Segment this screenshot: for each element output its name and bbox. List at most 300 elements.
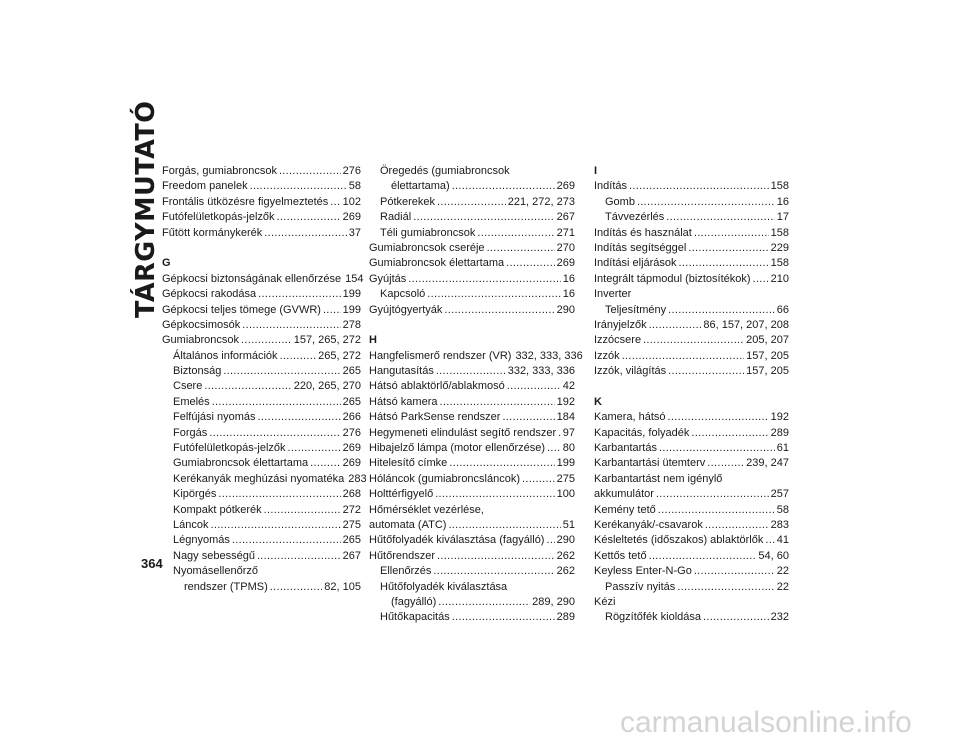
index-entry <box>369 287 575 302</box>
dot-leader <box>413 210 554 225</box>
index-entry-term: Felfújási nyomás <box>173 411 256 424</box>
index-entry-term: Indítás segítséggel <box>594 241 687 254</box>
index-entry-pages: 269 <box>342 211 361 224</box>
index-entry-term: Láncok <box>173 518 209 531</box>
index-entry-text: Inverter <box>594 288 632 301</box>
index-entry-pages: 51 <box>562 518 575 531</box>
index-entry-pages: 22 <box>776 565 789 578</box>
index-entry <box>594 580 789 595</box>
index-entry-text: Kézi <box>594 595 616 608</box>
index-entry-text: Hűtőfolyadék kiválasztása <box>380 580 508 593</box>
index-entry-term: Indítás és használat <box>594 226 692 239</box>
index-entry <box>594 456 789 471</box>
section-spacer <box>369 318 575 333</box>
dot-leader <box>258 287 340 302</box>
index-entry-pages: 283 <box>770 518 789 531</box>
index-entry-term: Gomb <box>605 195 635 208</box>
dot-leader <box>502 410 554 425</box>
index-entry-term: Indítási eljárások <box>594 257 677 270</box>
index-entry-pages: 58 <box>348 180 361 193</box>
index-entry-pages: 158 <box>770 257 789 270</box>
index-entry-term: Csere <box>173 380 203 393</box>
index-entry <box>594 226 789 241</box>
index-entry-pages: 265 <box>342 395 361 408</box>
dot-leader <box>506 256 555 271</box>
index-entry-term: Ellenőrzés <box>380 565 432 578</box>
index-entry <box>162 364 361 379</box>
dot-leader <box>242 318 340 333</box>
index-entry <box>162 533 361 548</box>
index-entry-term: Kerékanyák/-csavarok <box>594 518 703 531</box>
dot-leader <box>204 379 291 394</box>
dot-leader <box>223 364 340 379</box>
index-entry-term: Gépkocsi biztonságának ellenőrzése <box>162 272 342 285</box>
index-entry-pages: 157, 265, 272 <box>293 334 361 347</box>
index-entry <box>594 410 789 425</box>
index-entry-pages: 276 <box>342 426 361 439</box>
index-entry <box>369 195 575 210</box>
index-entry-term: Hűtőrendszer <box>369 549 436 562</box>
index-entry <box>162 441 361 456</box>
section-letter: H <box>369 334 377 347</box>
index-column-2 <box>369 164 583 626</box>
index-entry <box>162 164 361 179</box>
index-entry <box>369 595 575 610</box>
index-entry <box>369 364 575 379</box>
index-entry <box>369 379 575 394</box>
index-entry <box>594 518 789 533</box>
watermark: carmanualsonline.info <box>620 706 912 739</box>
index-entry-pages: 17 <box>776 211 789 224</box>
dot-leader <box>629 179 769 194</box>
dot-leader <box>270 580 323 595</box>
index-entry-pages: 267 <box>342 549 361 562</box>
index-column-1 <box>162 164 367 595</box>
index-entry <box>594 179 789 194</box>
index-entry <box>162 503 361 518</box>
index-entry-pages: 199 <box>342 288 361 301</box>
index-entry <box>162 456 361 471</box>
index-entry-term: Gépkocsi rakodása <box>162 288 257 301</box>
dot-leader <box>264 503 341 518</box>
index-entry <box>594 549 789 564</box>
dot-leader <box>679 256 769 271</box>
index-entry <box>162 349 361 364</box>
index-entry <box>162 179 361 194</box>
dot-leader <box>546 533 554 548</box>
section-spacer <box>594 379 789 394</box>
index-entry-pages: 232 <box>770 611 789 624</box>
index-entry <box>594 533 789 548</box>
index-entry <box>369 210 575 225</box>
index-entry-term: Biztonság <box>173 365 222 378</box>
index-entry <box>369 487 575 502</box>
index-entry-term: Karbantartási ütemterv <box>594 457 706 470</box>
dot-leader <box>668 303 775 318</box>
index-entry-term: Téli gumiabroncsok <box>380 226 476 239</box>
index-entry-pages: 270 <box>556 241 575 254</box>
index-entry-term: Hangutasítás <box>369 365 434 378</box>
dot-leader <box>408 272 560 287</box>
index-entry-term: Frontális ütközésre figyelmeztetés <box>162 195 329 208</box>
index-entry-term: Gumiabroncsok <box>162 334 240 347</box>
index-entry <box>162 472 367 487</box>
index-entry <box>162 318 361 333</box>
dot-leader <box>310 456 341 471</box>
dot-leader <box>210 518 340 533</box>
index-entry-pages: 269 <box>342 457 361 470</box>
dot-leader <box>257 549 341 564</box>
index-entry <box>369 533 575 548</box>
index-entry-pages: 37 <box>348 226 361 239</box>
index-entry-term: Kettős tető <box>594 549 647 562</box>
index-entry-text: Hőmérséklet vezérlése, <box>369 503 484 516</box>
index-entry-pages: 332, 333, 336 <box>507 365 575 378</box>
index-entry-pages: 332, 333, 336 <box>515 349 583 362</box>
index-entry-text: Karbantartást nem igénylő <box>594 472 723 485</box>
index-entry-term: Karbantartás <box>594 442 657 455</box>
index-entry-term: Indítás <box>594 180 628 193</box>
index-entry-term: Izzók, világítás <box>594 365 667 378</box>
dot-leader <box>753 272 769 287</box>
dot-leader <box>688 241 768 256</box>
dot-leader <box>691 426 768 441</box>
index-entry-term: Gyújtógyertyák <box>369 303 443 316</box>
dot-leader <box>643 333 744 348</box>
index-entry-term: Rögzítőfék kioldása <box>605 611 701 624</box>
index-entry <box>369 610 575 625</box>
dot-leader <box>436 364 506 379</box>
index-entry-pages: 192 <box>770 411 789 424</box>
index-entry <box>369 256 575 271</box>
index-entry-pages: 154 <box>345 272 364 285</box>
index-entry-term: Kipörgés <box>173 488 217 501</box>
index-entry <box>369 564 575 579</box>
index-entry-term: Hűtőfolyadék kiválasztása (fagyálló) <box>369 534 545 547</box>
index-entry-term: élettartama) <box>391 180 450 193</box>
index-entry <box>162 487 361 502</box>
index-entry-pages: 239, 247 <box>746 457 789 470</box>
dot-leader <box>668 364 744 379</box>
dot-leader <box>649 549 757 564</box>
index-entry <box>594 303 789 318</box>
index-entry <box>162 272 364 287</box>
index-entry-pages: 289, 290 <box>532 595 575 608</box>
index-entry-pages: 158 <box>770 180 789 193</box>
index-entry <box>594 610 789 625</box>
index-entry <box>594 426 789 441</box>
dot-leader <box>659 441 775 456</box>
dot-leader <box>507 379 561 394</box>
index-entry-term: Fűtött kormánykerék <box>162 226 263 239</box>
index-entry-term: Passzív nyitás <box>605 580 676 593</box>
index-entry-pages: 269 <box>556 257 575 270</box>
index-entry <box>162 195 361 210</box>
index-entry-term: Kompakt pótkerék <box>173 503 262 516</box>
index-entry-term: Gépkocsimosók <box>162 318 241 331</box>
index-entry <box>594 503 789 518</box>
index-entry-pages: 16 <box>562 272 575 285</box>
index-entry-term: Forgás <box>173 426 208 439</box>
index-entry-term: Keyless Enter-N-Go <box>594 565 692 578</box>
index-entry <box>162 333 361 348</box>
index-entry-pages: 157, 205 <box>746 365 789 378</box>
index-entry-pages: 102 <box>342 195 361 208</box>
dot-leader <box>323 303 341 318</box>
dot-leader <box>666 210 774 225</box>
index-entry <box>369 226 575 241</box>
index-entry-pages: 86, 157, 207, 208 <box>703 318 789 331</box>
dot-leader <box>487 241 555 256</box>
dot-leader <box>448 518 560 533</box>
index-entry-pages: 275 <box>556 472 575 485</box>
dot-leader <box>522 472 555 487</box>
dot-leader <box>477 226 554 241</box>
dot-leader <box>705 518 769 533</box>
index-entry <box>369 441 575 456</box>
index-entry <box>369 349 583 364</box>
index-entry-pages: 100 <box>556 488 575 501</box>
index-entry-pages: 184 <box>556 411 575 424</box>
index-entry <box>369 426 575 441</box>
index-entry <box>594 564 789 579</box>
index-entry <box>162 410 361 425</box>
side-title-text: TÁRGYMUTATÓ <box>131 100 161 318</box>
index-entry-pages: 272 <box>342 503 361 516</box>
dot-leader <box>547 441 561 456</box>
index-entry <box>369 456 575 471</box>
index-entry-pages: 61 <box>776 442 789 455</box>
index-entry-pages: 199 <box>342 303 361 316</box>
index-entry <box>162 395 361 410</box>
index-entry-pages: 265, 272 <box>318 349 361 362</box>
dot-leader <box>439 395 554 410</box>
index-entry-term: Irányjelzők <box>594 318 647 331</box>
index-entry-pages: 289 <box>556 611 575 624</box>
index-entry-pages: 16 <box>776 195 789 208</box>
index-entry-term: Pótkerekek <box>380 195 436 208</box>
index-entry-pages: 271 <box>556 226 575 239</box>
index-entry-pages: 41 <box>776 534 789 547</box>
index-entry <box>369 472 575 487</box>
index-entry <box>162 226 361 241</box>
dot-leader <box>258 410 341 425</box>
dot-leader <box>658 503 775 518</box>
index-entry <box>594 487 789 502</box>
index-entry <box>594 195 789 210</box>
dot-leader <box>437 195 506 210</box>
index-entry-term: rendszer (TPMS) <box>184 580 268 593</box>
dot-leader <box>622 349 744 364</box>
index-entry <box>594 256 789 271</box>
index-entry <box>594 441 789 456</box>
index-entry-pages: 229 <box>770 241 789 254</box>
dot-leader <box>433 564 554 579</box>
index-entry-term: Gépkocsi teljes tömege (GVWR) <box>162 303 321 316</box>
dot-leader <box>558 426 561 441</box>
index-entry <box>369 549 575 564</box>
index-entry <box>594 333 789 348</box>
dot-leader <box>452 179 555 194</box>
dot-leader <box>427 287 560 302</box>
index-entry-pages: 97 <box>562 426 575 439</box>
index-entry <box>594 210 789 225</box>
index-entry <box>162 549 361 564</box>
index-entry <box>369 272 575 287</box>
index-entry <box>162 303 361 318</box>
index-column-3 <box>594 164 789 626</box>
index-entry <box>594 241 789 256</box>
index-entry <box>369 303 575 318</box>
dot-leader <box>212 395 341 410</box>
dot-leader <box>232 533 341 548</box>
dot-leader <box>765 533 774 548</box>
dot-leader <box>452 610 555 625</box>
index-entry-term: Izzók <box>594 349 620 362</box>
index-entry-term: Késleltetés (időszakos) ablaktörlők <box>594 534 764 547</box>
section-letter: K <box>594 395 602 408</box>
dot-leader <box>264 226 346 241</box>
index-entry-pages: 66 <box>776 303 789 316</box>
index-entry-term: Kerékanyák meghúzási nyomatéka <box>173 472 345 485</box>
dot-leader <box>703 610 769 625</box>
index-entry-pages: 58 <box>776 503 789 516</box>
index-entry-term: Forgás, gumiabroncsok <box>162 165 277 177</box>
index-entry-pages: 205, 207 <box>746 334 789 347</box>
index-entry <box>369 241 575 256</box>
index-entry-pages: 262 <box>556 549 575 562</box>
index-entry <box>594 364 789 379</box>
index-entry-term: Gyújtás <box>369 272 407 285</box>
index-entry-text: Nyomásellenőrző <box>173 565 258 578</box>
index-entry <box>369 410 575 425</box>
index-entry-term: Hibajelző lámpa (motor ellenőrzése) <box>369 442 546 455</box>
index-entry-term: Gumiabroncsok cseréje <box>369 241 485 254</box>
index-entry-term: Általános információk <box>173 349 278 362</box>
index-entry-pages: 290 <box>556 303 575 316</box>
index-entry-pages: 257 <box>770 488 789 501</box>
index-entry-pages: 283 <box>348 472 367 485</box>
index-entry <box>369 179 575 194</box>
dot-leader <box>435 487 554 502</box>
index-entry-pages: 22 <box>776 580 789 593</box>
index-entry-pages: 220, 265, 270 <box>293 380 361 393</box>
index-entry-pages: 269 <box>342 442 361 455</box>
index-entry-term: Távvezérlés <box>605 211 665 224</box>
index-entry-term: Hangfelismerő rendszer (VR) <box>369 349 512 362</box>
index-entry-term: Futófelületkopás-jelzők <box>162 211 275 224</box>
dot-leader <box>637 195 775 210</box>
index-entry <box>162 379 361 394</box>
index-entry-pages: 262 <box>556 565 575 578</box>
index-entry-term: Kemény tető <box>594 503 656 516</box>
dot-leader <box>280 349 317 364</box>
index-entry-term: automata (ATC) <box>369 518 447 531</box>
dot-leader <box>330 195 340 210</box>
dot-leader <box>449 456 554 471</box>
dot-leader <box>209 426 340 441</box>
index-entry-pages: 157, 205 <box>746 349 789 362</box>
dot-leader <box>707 456 744 471</box>
index-entry-term: akkumulátor <box>594 488 654 501</box>
index-entry <box>162 210 361 225</box>
section-letter: I <box>594 165 598 177</box>
dot-leader <box>277 210 341 225</box>
index-entry-pages: 16 <box>562 288 575 301</box>
index-entry-term: Futófelületkopás-jelzők <box>173 442 286 455</box>
index-entry-term: Hátsó kamera <box>369 395 438 408</box>
index-entry <box>594 318 789 333</box>
index-entry-term: Hűtőkapacitás <box>380 611 450 624</box>
index-entry-pages: 266 <box>342 411 361 424</box>
index-entry-term: Hóláncok (gumiabroncsláncok) <box>369 472 521 485</box>
index-entry-term: Emelés <box>173 395 210 408</box>
dot-leader <box>677 580 774 595</box>
index-entry-term: Holttérfigyelő <box>369 488 434 501</box>
index-entry-term: Hátsó ParkSense rendszer <box>369 411 501 424</box>
index-entry-pages: 82, 105 <box>324 580 361 593</box>
index-entry-term: Izzócsere <box>594 334 642 347</box>
index-entry-pages: 267 <box>556 211 575 224</box>
index-entry-term: Gumiabroncsok élettartama <box>173 457 309 470</box>
index-entry-term: Hátsó ablaktörlő/ablakmosó <box>369 380 505 393</box>
index-entry-pages: 221, 272, 273 <box>507 195 575 208</box>
section-spacer <box>162 241 361 256</box>
index-entry-term: Nagy sebességű <box>173 549 255 562</box>
index-entry-pages: 210 <box>770 272 789 285</box>
index-entry <box>369 395 575 410</box>
page-number: 364 <box>141 556 163 571</box>
index-entry-pages: 265 <box>342 365 361 378</box>
index-entry <box>594 349 789 364</box>
index-entry-term: Freedom panelek <box>162 180 248 193</box>
index-entry-term: Integrált tápmodul (biztosítékok) <box>594 272 751 285</box>
index-entry-pages: 275 <box>342 518 361 531</box>
index-entry-pages: 290 <box>556 534 575 547</box>
dot-leader <box>694 226 769 241</box>
dot-leader <box>694 564 775 579</box>
index-entry-pages: 278 <box>342 318 361 331</box>
index-entry-pages: 192 <box>556 395 575 408</box>
index-entry-pages: 199 <box>556 457 575 470</box>
dot-leader <box>656 487 769 502</box>
index-entry-term: Kapcsoló <box>380 288 426 301</box>
index-entry <box>594 272 789 287</box>
index-entry-pages: 268 <box>342 488 361 501</box>
index-entry-term: Hegymeneti elindulást segítő rendszer <box>369 426 557 439</box>
dot-leader <box>444 303 554 318</box>
dot-leader <box>218 487 340 502</box>
index-entry-pages: 289 <box>770 426 789 439</box>
index-entry <box>162 518 361 533</box>
index-entry-pages: 42 <box>562 380 575 393</box>
index-entry-term: Kamera, hátsó <box>594 411 666 424</box>
dot-leader <box>668 410 769 425</box>
index-entry <box>162 580 361 595</box>
index-entry-term: Gumiabroncsok élettartama <box>369 257 505 270</box>
index-entry <box>162 287 361 302</box>
dot-leader <box>241 333 292 348</box>
index-entry-term: (fagyálló) <box>391 595 437 608</box>
dot-leader <box>437 549 555 564</box>
index-entry-pages: 276 <box>342 165 361 177</box>
index-entry-term: Hitelesítő címke <box>369 457 448 470</box>
index-entry-pages: 54, 60 <box>758 549 789 562</box>
dot-leader <box>438 595 530 610</box>
index-entry-term: Radiál <box>380 211 412 224</box>
index-entry-term: Kapacitás, folyadék <box>594 426 690 439</box>
index-entry-pages: 80 <box>562 442 575 455</box>
